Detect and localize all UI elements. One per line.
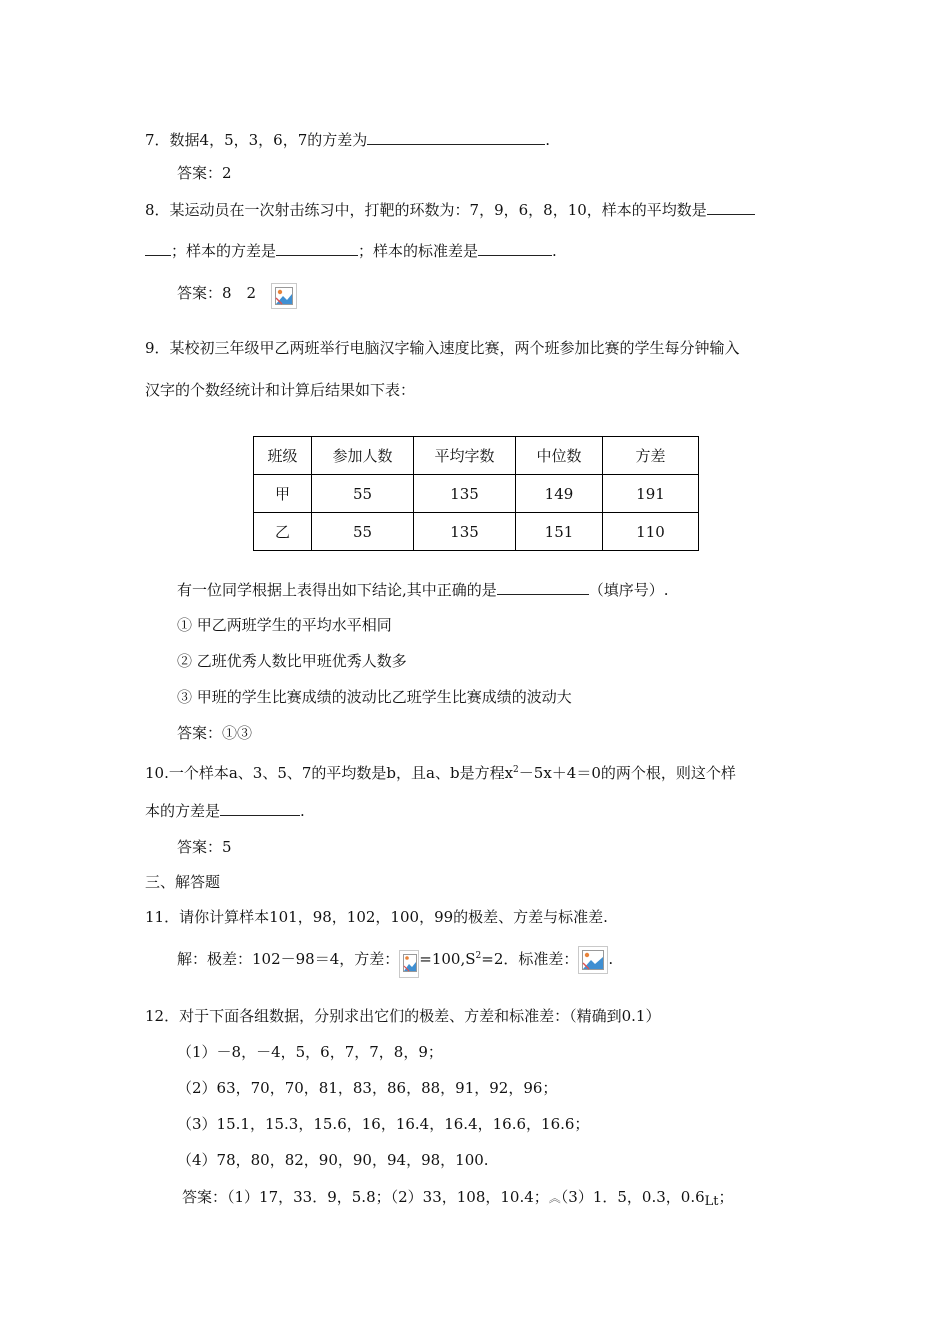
table-cell: 110 (603, 513, 699, 551)
q12-question: 12．对于下面各组数据，分别求出它们的极差、方差和标准差：（精确到0.1） (145, 1007, 661, 1025)
q12-group-4: （4）78，80，82，90，90，94，98，100. (177, 1151, 489, 1169)
q9-option-3: ③ 甲班的学生比赛成绩的波动比乙班学生比赛成绩的波动大 (177, 688, 572, 706)
q11-solution-a: 解：极差：102－98＝4，方差： (177, 950, 400, 968)
table-cell: 乙 (254, 513, 312, 551)
table-row (254, 513, 699, 551)
q12-answer-a: 答案：（1）17，33．9，5.8；（2）33，108，10.4； (182, 1188, 549, 1206)
q7-answer-blank (367, 130, 545, 145)
table-cell: 149 (516, 475, 603, 513)
q11-solution-b: =100,S (419, 950, 476, 968)
table-header-cell: 方差 (603, 437, 699, 475)
q10-question-line2 (145, 801, 305, 821)
results-table (253, 436, 699, 551)
table-row (254, 475, 699, 513)
table-header-cell: 中位数 (516, 437, 603, 475)
q11-question: 11．请你计算样本101，98，102，100，99的极差、方差与标准差. (145, 908, 608, 926)
q9-prompt (177, 580, 669, 600)
q8-mean-blank-part1 (707, 200, 755, 215)
q9-option-2: ② 乙班优秀人数比甲班优秀人数多 (177, 652, 407, 670)
q8-variance-blank (276, 241, 358, 256)
q8-answer (177, 279, 297, 309)
q7-text: 7．数据4，5，3，6，7的方差为 (145, 131, 368, 149)
broken-image-icon (578, 946, 608, 974)
q8-question-line2 (145, 241, 557, 261)
q8-text: 8．某运动员在一次射击练习中，打靶的环数为：7，9，6，8，10，样本的平均数是 (145, 201, 707, 219)
q10-answer-blank (220, 801, 300, 816)
q11-solution-end: . (608, 950, 614, 968)
q12-group-1: （1）－8，－4，5，6，7，7，8，9； (177, 1043, 443, 1061)
table-header-cell: 班级 (254, 437, 312, 475)
q10-end: . (300, 802, 305, 820)
chevron-mark-icon: ︽ (548, 1191, 561, 1205)
table-cell: 55 (312, 513, 414, 551)
q8-std-label: ；样本的标准差是 (358, 242, 479, 260)
q11-solution-c: =2．标准差： (481, 950, 579, 968)
q9-prompt-text: 有一位同学根据上表得出如下结论,其中正确的是 (177, 581, 497, 599)
table-cell: 151 (516, 513, 603, 551)
q10-exponent: 2 (513, 765, 519, 775)
section-heading: 三、解答题 (145, 873, 221, 891)
table-header-cell: 平均字数 (414, 437, 516, 475)
q11-exponent: 2 (475, 951, 482, 961)
q12-group-3: （3）15.1，15.3，15.6，16，16.4，16.4，16.6，16.6； (177, 1115, 590, 1133)
q9-option-1: ① 甲乙两班学生的平均水平相同 (177, 616, 392, 634)
q9-question-line1: 9．某校初三年级甲乙两班举行电脑汉字输入速度比赛，两个班参加比赛的学生每分钟输入 (145, 339, 740, 357)
q7-answer: 答案：2 (177, 164, 232, 182)
table-header-cell: 参加人数 (312, 437, 414, 475)
q9-prompt-end: （填序号）. (588, 581, 669, 599)
q7-end: . (545, 131, 551, 149)
broken-image-icon (271, 283, 297, 309)
q10-text-c: 本的方差是 (145, 802, 221, 820)
table-cell: 191 (603, 475, 699, 513)
q10-answer: 答案：5 (177, 838, 232, 856)
q12-answer (182, 1187, 734, 1212)
q12-answer-c: ； (718, 1188, 734, 1206)
q8-end: . (552, 242, 557, 260)
q9-question-line2: 汉字的个数经统计和计算后结果如下表： (145, 381, 416, 399)
q12-mark: Lt (704, 1194, 719, 1209)
q8-variance-label: ；样本的方差是 (171, 242, 277, 260)
q12-answer-b: （3）1．5，0.3，0.6 (560, 1188, 705, 1206)
broken-image-icon (399, 950, 419, 978)
table-header-row (254, 437, 699, 475)
q8-question-line1 (145, 200, 755, 220)
q7-question (145, 130, 550, 150)
q9-answer-blank (497, 580, 589, 595)
table-cell: 55 (312, 475, 414, 513)
q9-answer: 答案：①③ (177, 724, 253, 742)
q8-answer-text: 答案：8 2 (177, 284, 257, 302)
table-cell: 135 (414, 513, 516, 551)
q12-group-2: （2）63，70，70，81，83，86，88，91，92，96； (177, 1079, 558, 1097)
q10-text-a: 10.一个样本a、3、5、7的平均数是b，且a、b是方程x (145, 764, 514, 782)
table-cell: 甲 (254, 475, 312, 513)
table-cell: 135 (414, 475, 516, 513)
q11-solution (177, 942, 613, 978)
q8-std-blank (478, 241, 552, 256)
q8-mean-blank-part2 (145, 241, 171, 256)
q10-text-b: －5x＋4＝0的两个根，则这个样 (518, 764, 736, 782)
q10-question-line1 (145, 760, 736, 783)
